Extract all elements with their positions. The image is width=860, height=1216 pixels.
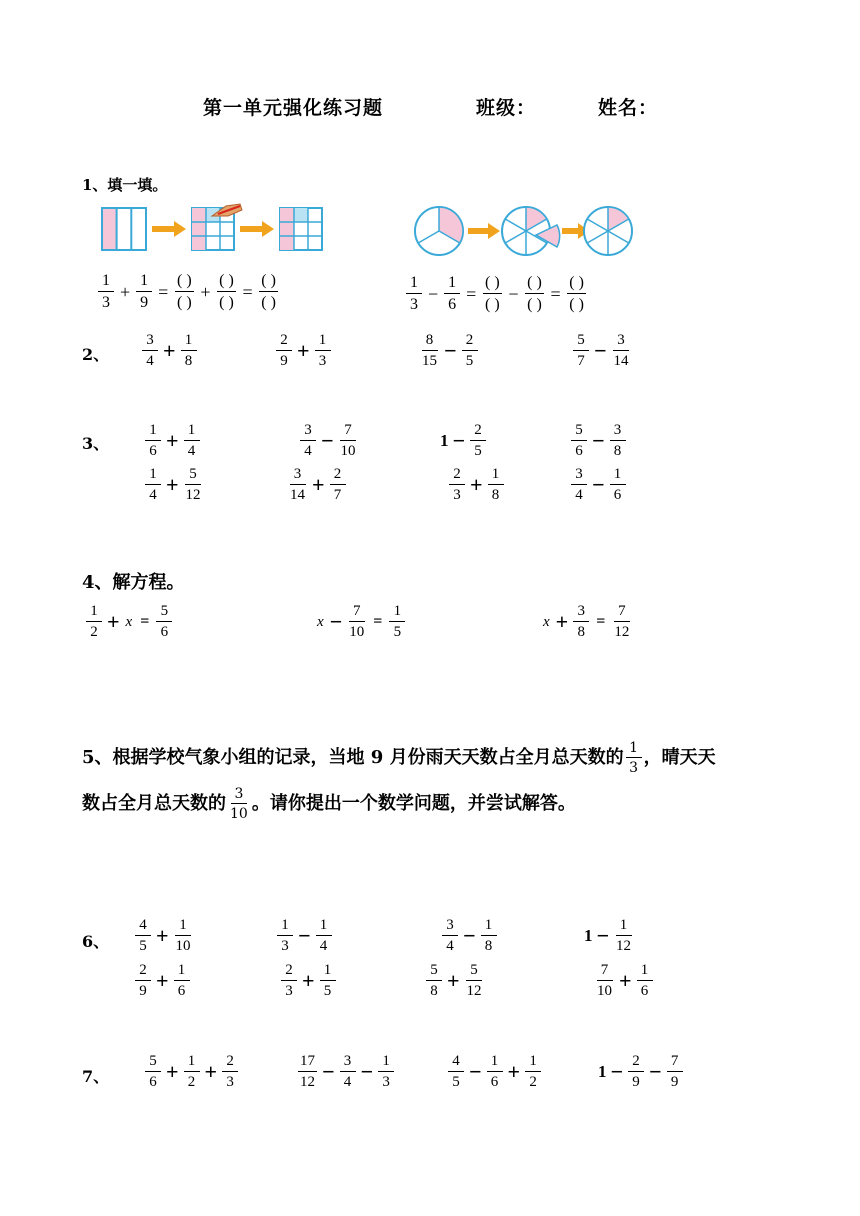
q2-item-3 — [418, 333, 480, 369]
fraction — [259, 273, 279, 311]
q1-circle-diagram — [412, 203, 637, 263]
operator: + — [297, 338, 310, 363]
denominator: 4 — [149, 487, 157, 503]
fraction — [612, 604, 631, 640]
numerator: 2 — [330, 467, 346, 485]
q2-item-2 — [274, 333, 333, 369]
arrow-3 — [468, 223, 500, 239]
denominator: 9 — [670, 1074, 679, 1090]
fraction — [567, 275, 587, 313]
denominator: 5 — [474, 443, 482, 459]
operator: + — [507, 1059, 521, 1084]
fraction — [571, 423, 587, 459]
q4-equation-2 — [314, 604, 407, 640]
fraction — [184, 1054, 200, 1090]
numerator: 1 — [184, 1054, 200, 1072]
q6-item-5 — [133, 963, 192, 999]
variable-x: x — [125, 613, 133, 630]
denominator: 15 — [422, 353, 437, 369]
q7-label: 7、 — [82, 1067, 110, 1086]
numerator: 1 — [145, 423, 161, 441]
numerator: 2 — [276, 333, 292, 351]
denominator: 5 — [393, 624, 402, 640]
fraction — [145, 423, 161, 459]
denominator: 14 — [290, 487, 305, 503]
fraction — [142, 333, 158, 369]
fraction — [595, 963, 614, 999]
q6-item-2 — [275, 918, 334, 954]
numerator: 3 — [290, 467, 306, 485]
denominator: 3 — [318, 353, 327, 369]
denominator: 3 — [226, 1074, 234, 1090]
operator: = — [466, 283, 477, 304]
numerator: 1 — [389, 604, 405, 622]
fraction — [136, 273, 152, 311]
whole-number: 1 — [440, 431, 449, 450]
denominator: 2 — [90, 624, 98, 640]
operator: + — [200, 281, 211, 302]
numerator: 3 — [231, 787, 247, 804]
fraction — [378, 1054, 394, 1090]
q2-item-4 — [571, 333, 633, 369]
denominator: 6 — [613, 487, 622, 503]
numerator: 1 — [406, 275, 422, 294]
fraction — [465, 963, 484, 999]
denominator: 6 — [640, 983, 649, 999]
denominator: 2 — [187, 1074, 196, 1090]
fraction — [135, 963, 151, 999]
denominator: 10 — [340, 443, 356, 459]
q6-item-3 — [440, 918, 499, 954]
denominator: 3 — [281, 938, 289, 954]
denominator: 8 — [184, 353, 193, 369]
q3-label: 3、 — [82, 434, 110, 453]
numerator: 2 — [462, 333, 478, 351]
operator: − — [322, 1059, 335, 1084]
fraction — [281, 963, 297, 999]
fraction — [339, 423, 358, 459]
numerator: 3 — [571, 467, 587, 485]
denominator: 4 — [343, 1074, 352, 1090]
name-label: 姓名： — [598, 97, 659, 119]
fraction — [406, 275, 422, 313]
fraction — [276, 333, 292, 369]
numerator: ( ) — [259, 273, 278, 292]
arrow-1 — [152, 221, 186, 237]
denominator: ( ) — [219, 294, 234, 311]
denominator: 5 — [139, 938, 147, 954]
numerator: 2 — [449, 467, 465, 485]
q1-right-equation — [404, 275, 589, 313]
fraction — [525, 1054, 541, 1090]
q4-equation-3 — [540, 604, 633, 640]
numerator: 1 — [86, 604, 102, 622]
denominator: 12 — [614, 624, 630, 640]
denominator: 6 — [160, 624, 169, 640]
denominator: 5 — [323, 983, 332, 999]
fraction — [448, 1054, 464, 1090]
numerator: 1 — [175, 918, 191, 936]
denominator: 14 — [613, 353, 629, 369]
fraction — [277, 918, 293, 954]
numerator: 1 — [136, 273, 152, 292]
denominator: 9 — [280, 353, 288, 369]
operator: + — [166, 1059, 179, 1084]
rect-ninths-1 — [192, 204, 242, 250]
q3-item-3 — [440, 423, 488, 459]
numerator: ( ) — [175, 273, 194, 292]
fraction — [637, 963, 653, 999]
numerator: 2 — [628, 1054, 644, 1072]
fraction — [98, 273, 114, 311]
fraction — [524, 275, 544, 313]
numerator: 1 — [98, 273, 114, 292]
operator: − — [444, 338, 457, 363]
fraction — [573, 333, 589, 369]
fraction — [184, 467, 203, 503]
q1-label: 1、填一填。 — [82, 176, 168, 194]
denominator: 3 — [453, 487, 461, 503]
denominator: 4 — [575, 487, 583, 503]
fraction — [145, 1054, 161, 1090]
denominator: 4 — [187, 443, 196, 459]
fraction — [315, 333, 331, 369]
q2-label: 2、 — [82, 345, 110, 364]
numerator: 1 — [525, 1054, 541, 1072]
numerator: 1 — [277, 918, 293, 936]
numerator: 1 — [626, 741, 642, 758]
denominator: 10 — [230, 806, 248, 822]
denominator: 6 — [177, 983, 186, 999]
numerator: 5 — [185, 467, 201, 485]
numerator: 3 — [340, 1054, 356, 1072]
fraction — [482, 275, 502, 313]
numerator: 3 — [142, 333, 158, 351]
denominator: ( ) — [527, 296, 542, 313]
denominator: 6 — [575, 443, 583, 459]
numerator: 5 — [571, 423, 587, 441]
class-label: 班级： — [476, 97, 537, 119]
operator: − — [469, 1059, 482, 1084]
fraction — [628, 1054, 644, 1090]
operator: + — [107, 609, 120, 634]
worksheet-title: 第一单元强化练习题 — [203, 97, 384, 119]
numerator: 7 — [349, 604, 365, 622]
numerator: 1 — [145, 467, 161, 485]
operator: − — [463, 923, 476, 948]
fraction — [340, 1054, 356, 1090]
denominator: 9 — [140, 294, 149, 311]
fraction — [667, 1054, 683, 1090]
numerator: 8 — [422, 333, 438, 351]
fraction — [426, 963, 442, 999]
variable-x: x — [543, 613, 550, 630]
operator: = — [373, 613, 383, 630]
denominator: 10 — [175, 938, 191, 954]
circle-sixths — [584, 207, 632, 255]
operator: + — [447, 968, 460, 993]
numerator: 1 — [481, 918, 497, 936]
numerator: 5 — [466, 963, 482, 981]
operator: = — [158, 281, 169, 302]
numerator: 2 — [135, 963, 151, 981]
operator: + — [163, 338, 176, 363]
denominator: 3 — [629, 760, 639, 776]
numerator: 3 — [610, 423, 626, 441]
q7-item-3 — [446, 1054, 543, 1090]
circle-sixths-split — [502, 207, 560, 255]
fraction — [298, 1054, 317, 1090]
fraction — [626, 741, 642, 775]
denominator: 8 — [613, 443, 622, 459]
operator: − — [610, 1059, 624, 1084]
operator: + — [120, 281, 131, 302]
fraction — [222, 1054, 238, 1090]
denominator: ( ) — [569, 296, 584, 313]
denominator: 8 — [484, 938, 493, 954]
numerator: 7 — [340, 423, 356, 441]
operator: + — [166, 428, 179, 453]
denominator: 12 — [300, 1074, 315, 1090]
numerator: 1 — [610, 467, 626, 485]
operator: + — [302, 968, 315, 993]
denominator: 10 — [349, 624, 365, 640]
q6-item-1 — [133, 918, 195, 954]
fraction — [288, 467, 307, 503]
operator: + — [156, 923, 169, 948]
fraction — [610, 423, 626, 459]
operator: − — [508, 283, 519, 304]
circle-thirds — [415, 207, 463, 255]
fraction — [174, 273, 194, 311]
q1-left-equation — [96, 273, 281, 311]
denominator: 5 — [465, 353, 474, 369]
operator: − — [452, 428, 466, 453]
numerator: 5 — [156, 604, 172, 622]
q2-item-1 — [140, 333, 199, 369]
fraction — [420, 333, 439, 369]
denominator: 3 — [102, 294, 110, 311]
q7-item-2 — [296, 1054, 396, 1090]
denominator: 5 — [452, 1074, 460, 1090]
q1-rectangle-diagram — [100, 200, 340, 258]
operator: + — [312, 472, 325, 497]
denominator: 6 — [490, 1074, 499, 1090]
operator: + — [156, 968, 169, 993]
denominator: 7 — [333, 487, 342, 503]
numerator: 1 — [444, 275, 460, 294]
operator: = — [140, 613, 150, 630]
operator: + — [555, 609, 569, 634]
operator: − — [592, 428, 605, 453]
numerator: 3 — [573, 604, 589, 622]
fraction — [228, 787, 250, 821]
operator: = — [550, 283, 561, 304]
operator: − — [329, 609, 343, 634]
numerator: 2 — [470, 423, 486, 441]
fraction — [316, 918, 332, 954]
denominator: 3 — [410, 296, 418, 313]
numerator: 5 — [426, 963, 442, 981]
denominator: 9 — [139, 983, 147, 999]
denominator: 7 — [577, 353, 585, 369]
denominator: 4 — [446, 938, 454, 954]
denominator: 2 — [529, 1074, 537, 1090]
fraction — [444, 275, 460, 313]
numerator: ( ) — [567, 275, 586, 294]
numerator: 5 — [145, 1054, 161, 1072]
fraction — [462, 333, 478, 369]
numerator: 1 — [320, 963, 336, 981]
numerator: 1 — [316, 918, 332, 936]
denominator: 3 — [382, 1074, 390, 1090]
operator: − — [594, 338, 607, 363]
fraction — [470, 423, 486, 459]
denominator: 8 — [491, 487, 500, 503]
denominator: 12 — [616, 938, 632, 954]
variable-x: x — [317, 613, 324, 630]
numerator: 1 — [637, 963, 653, 981]
denominator: 8 — [577, 624, 585, 640]
fraction — [174, 963, 190, 999]
q4-label: 4、解方程。 — [82, 572, 185, 593]
fraction — [488, 467, 504, 503]
numerator: 3 — [300, 423, 316, 441]
fraction — [487, 1054, 503, 1090]
denominator: 12 — [185, 487, 201, 503]
fraction — [145, 467, 161, 503]
fraction — [300, 423, 316, 459]
fraction — [612, 333, 631, 369]
operator: + — [470, 472, 483, 497]
rect-thirds — [102, 208, 146, 250]
q3-item-2 — [298, 423, 360, 459]
q3-item-7 — [447, 467, 506, 503]
numerator: 17 — [298, 1054, 317, 1072]
numerator: 4 — [448, 1054, 464, 1072]
numerator: 3 — [442, 918, 458, 936]
denominator: 12 — [466, 983, 482, 999]
operator: − — [596, 923, 610, 948]
numerator: ( ) — [483, 275, 502, 294]
denominator: 3 — [285, 983, 293, 999]
fraction — [610, 467, 626, 503]
numerator: 3 — [613, 333, 629, 351]
numerator: 7 — [597, 963, 613, 981]
operator: = — [596, 613, 606, 630]
numerator: 1 — [488, 467, 504, 485]
q7-item-1 — [143, 1054, 240, 1090]
fraction — [449, 467, 465, 503]
operator: − — [321, 428, 334, 453]
numerator: ( ) — [217, 273, 236, 292]
fraction — [573, 604, 589, 640]
denominator: 4 — [319, 938, 328, 954]
numerator: 1 — [616, 918, 632, 936]
numerator: 5 — [573, 333, 589, 351]
fraction — [330, 467, 346, 503]
fraction — [156, 604, 172, 640]
numerator: ( ) — [525, 275, 544, 294]
fraction — [571, 467, 587, 503]
denominator: ( ) — [484, 296, 500, 313]
fraction — [181, 333, 197, 369]
arrow-2 — [240, 221, 274, 237]
denominator: 9 — [632, 1074, 640, 1090]
denominator: 6 — [448, 296, 457, 313]
operator: − — [428, 283, 439, 304]
denominator: 8 — [430, 983, 438, 999]
fraction — [347, 604, 366, 640]
denominator: ( ) — [176, 294, 192, 311]
numerator: 1 — [184, 423, 200, 441]
q6-label: 6、 — [82, 932, 110, 951]
operator: + — [619, 968, 632, 993]
q5-problem: 5、根据学校气象小组的记录，当地 9 月份雨天天数占全月总天数的 $\frac{1}{3}$ ，晴天天 数占全月总天数的 $\frac{3}{10}$ 。请你提出一个数学问题，并尝试解答。 — [82, 740, 716, 822]
rect-ninths-2 — [280, 208, 322, 250]
numerator: 1 — [378, 1054, 394, 1072]
q6-item-7 — [424, 963, 486, 999]
q3-item-8 — [569, 467, 628, 503]
denominator: 4 — [146, 353, 154, 369]
q3-item-4 — [569, 423, 628, 459]
numerator: 1 — [315, 333, 331, 351]
q4-equation-1 — [84, 604, 174, 640]
whole-number: 1 — [584, 926, 593, 945]
numerator: 4 — [135, 918, 151, 936]
operator: = — [242, 281, 253, 302]
operator: + — [204, 1059, 218, 1084]
operator: − — [592, 472, 605, 497]
fraction — [389, 604, 405, 640]
denominator: 6 — [149, 1074, 157, 1090]
denominator: 4 — [304, 443, 312, 459]
numerator: 2 — [281, 963, 297, 981]
fraction — [320, 963, 336, 999]
fraction — [86, 604, 102, 640]
denominator: 6 — [149, 443, 157, 459]
denominator: 10 — [597, 983, 612, 999]
fraction — [135, 918, 151, 954]
operator: − — [360, 1059, 374, 1084]
fraction — [216, 273, 236, 311]
numerator: 2 — [222, 1054, 238, 1072]
q3-item-5 — [143, 467, 205, 503]
fraction — [614, 918, 633, 954]
q6-item-6 — [279, 963, 338, 999]
numerator: 1 — [487, 1054, 503, 1072]
q3-item-6 — [286, 467, 348, 503]
fraction — [174, 918, 193, 954]
numerator: 1 — [174, 963, 190, 981]
fraction — [442, 918, 458, 954]
numerator: 7 — [614, 604, 630, 622]
q6-item-4 — [584, 918, 635, 954]
operator: + — [166, 472, 179, 497]
denominator: ( ) — [261, 294, 276, 311]
operator: − — [649, 1059, 662, 1084]
fraction — [481, 918, 497, 954]
q3-item-1 — [143, 423, 202, 459]
numerator: 1 — [181, 333, 197, 351]
whole-number: 1 — [598, 1062, 607, 1081]
operator: − — [298, 923, 311, 948]
q6-item-8 — [593, 963, 655, 999]
numerator: 7 — [667, 1054, 683, 1072]
fraction — [184, 423, 200, 459]
q7-item-4 — [598, 1054, 685, 1090]
